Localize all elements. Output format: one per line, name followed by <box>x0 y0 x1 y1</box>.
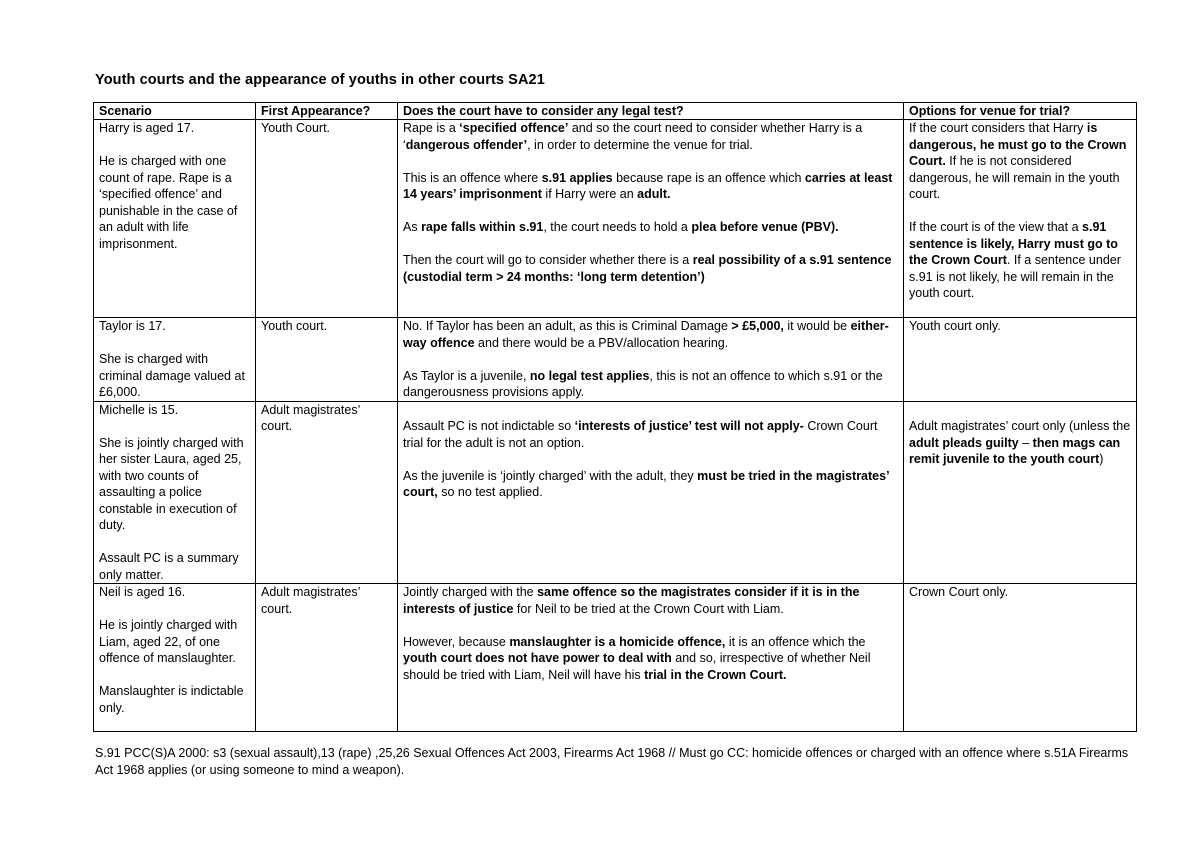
text-run: – <box>1018 435 1033 450</box>
header-first-appearance: First Appearance? <box>256 103 398 120</box>
bold-run: real possibility of a s.91 sentence (custodial term > 24 months: ‘long term detention’) <box>403 253 892 284</box>
scenario-cell <box>94 584 256 732</box>
header-venue: Options for venue for trial? <box>904 103 1137 120</box>
bold-run: > £5,000, <box>731 319 784 333</box>
bold-run: youth court does not have power to deal with <box>403 651 672 665</box>
text-run: ) <box>1099 452 1104 466</box>
text-run: However, because <box>403 634 510 649</box>
scenario-paragraph: Assault PC is a summary only matter. <box>99 551 239 582</box>
bold-run: rape falls within s.91 <box>421 220 544 234</box>
text-run: As Taylor is a juvenile, <box>403 368 530 383</box>
first-appearance-text: Adult magistrates’ court. <box>261 585 360 616</box>
bold-run: s.91 sentence is likely, Harry must go to the Crown Court <box>909 220 1118 267</box>
text-run: if Harry were an <box>541 187 638 201</box>
text-run: No. If Taylor has been an adult, as this is Criminal Damage <box>403 319 732 333</box>
cell-paragraph <box>909 418 1132 468</box>
bold-run: ‘specified offence’ <box>459 121 569 135</box>
cell-paragraph <box>403 219 899 236</box>
text-run: As the juvenile is ‘jointly charged’ with the adult, they <box>403 468 698 483</box>
text-run: If the court considers that Harry <box>909 121 1087 135</box>
text-run: , in order to determine the venue for trial. <box>527 137 753 152</box>
legal-test-cell <box>398 318 904 402</box>
text-run: and so, irrespective of whether Neil should be tried with Liam, Neil will have his <box>403 651 871 682</box>
scenario-paragraph: Harry is aged 17. <box>99 121 195 135</box>
scenario-paragraph: She is jointly charged with her sister Laura, aged 25, with two counts of assaulting a police constable in execution of duty. <box>99 435 244 532</box>
cell-paragraph <box>403 584 899 617</box>
bold-run: must be tried in the magistrates’ court, <box>403 468 889 499</box>
cell-paragraph <box>403 468 899 501</box>
cell-paragraph <box>909 120 1132 203</box>
first-appearance-cell <box>256 318 398 402</box>
cell-paragraph <box>403 418 899 451</box>
table-row <box>94 120 1137 318</box>
bold-run: carries at least 14 years’ imprisonment <box>403 170 893 201</box>
bold-run: either-way offence <box>403 319 889 350</box>
footnote: S.91 PCC(S)A 2000: s3 (sexual assault),13 (rape) ,25,26 Sexual Offences Act 2003, Firearms Act 1968 // Must go CC: homicide offences or charged with an offence where s.51A Firearms Act 1968 applies (or using someone to mind a weapon). <box>95 746 1129 777</box>
text-run: Rape is a <box>403 121 460 135</box>
bold-run: ‘interests of justice’ test will not apply- <box>574 419 804 433</box>
cell-paragraph <box>403 120 899 153</box>
table-header-row <box>94 103 1137 120</box>
header-scenario: Scenario <box>94 103 256 120</box>
scenario-cell <box>94 318 256 402</box>
text-run: and there would be a PBV/allocation hearing. <box>474 335 729 350</box>
legal-test-cell <box>398 120 904 318</box>
cell-paragraph <box>403 634 899 684</box>
cell-paragraph <box>909 219 1132 302</box>
text-run: Crown Court trial for the adult is not an option. <box>403 419 878 450</box>
first-appearance-text: Adult magistrates’ court. <box>261 402 360 433</box>
first-appearance-cell <box>256 584 398 732</box>
scenario-paragraph: Michelle is 15. <box>99 402 179 417</box>
scenario-paragraph: He is jointly charged with Liam, aged 22, of one offence of manslaughter. <box>99 618 238 665</box>
table-row <box>94 318 1137 402</box>
text-run: Jointly charged with the <box>403 585 538 599</box>
text-run: , the court needs to hold a <box>543 220 692 234</box>
venue-cell <box>904 401 1137 584</box>
text-run: If he is not considered dangerous, he will remain in the youth court. <box>909 154 1120 201</box>
text-run: so no test applied. <box>437 485 543 499</box>
table-row <box>94 584 1137 732</box>
first-appearance-cell <box>256 120 398 318</box>
bold-run: adult. <box>637 187 671 201</box>
first-appearance-text: Youth Court. <box>261 121 331 135</box>
scenario-paragraph: Taylor is 17. <box>99 319 166 333</box>
bold-run: manslaughter is a homicide offence, <box>509 634 726 649</box>
document-title: Youth courts and the appearance of youths in other courts SA21 <box>95 72 545 88</box>
text-run: Crown Court only. <box>909 585 1009 599</box>
text-run: Youth court only. <box>909 319 1001 333</box>
scenario-paragraph: She is charged with criminal damage valued at £6,000. <box>99 352 245 399</box>
bold-run: s.91 applies <box>541 170 613 185</box>
bold-run: dangerous offender’ <box>405 137 528 152</box>
cell-paragraph <box>909 584 1132 601</box>
bold-run: trial in the Crown Court. <box>644 667 787 682</box>
text-run: Assault PC is not indictable so <box>403 419 575 433</box>
cell-paragraph <box>403 170 899 203</box>
text-run: This is an offence where <box>403 170 542 185</box>
cell-paragraph <box>403 318 899 351</box>
text-run: As <box>403 220 422 234</box>
bold-run: then mags can remit juvenile to the youth court <box>909 435 1121 466</box>
text-run: it would be <box>783 319 851 333</box>
text-run: it is an offence which the <box>725 634 866 649</box>
first-appearance-cell <box>256 401 398 584</box>
venue-cell <box>904 584 1137 732</box>
bold-run: plea before venue (PBV). <box>691 220 839 234</box>
scenario-table <box>93 102 1137 732</box>
text-run: , this is not an offence to which s.91 or the dangerousness provisions apply. <box>403 368 883 399</box>
bold-run: no legal test applies <box>529 368 650 383</box>
text-run: and so the court need to consider whether Harry is a ‘ <box>403 121 863 152</box>
bold-run: is dangerous, he must go to the Crown Court. <box>909 121 1127 168</box>
text-run: for Neil to be tried at the Crown Court with Liam. <box>513 601 784 616</box>
cell-paragraph <box>403 252 899 285</box>
legal-test-cell <box>398 584 904 732</box>
bold-run: same offence so the magistrates consider if it is in the interests of justice <box>403 585 860 616</box>
cell-paragraph <box>909 318 1132 335</box>
text-run: because rape is an offence which <box>612 170 805 185</box>
text-run: . If a sentence under s.91 is not likely, he will remain in the youth court. <box>909 253 1121 300</box>
table-row <box>94 401 1137 584</box>
text-run: Adult magistrates’ court only (unless the <box>909 419 1131 433</box>
bold-run: adult pleads guilty <box>909 435 1019 450</box>
legal-test-cell <box>398 401 904 584</box>
text-run: If the court is of the view that a <box>909 220 1083 234</box>
text-run: Then the court will go to consider whether there is a <box>403 253 693 267</box>
venue-cell <box>904 120 1137 318</box>
venue-cell <box>904 318 1137 402</box>
scenario-cell <box>94 401 256 584</box>
scenario-cell <box>94 120 256 318</box>
scenario-paragraph: He is charged with one count of rape. Rape is a ‘specified offence’ and punishable in the case of an adult with life imprisonment. <box>99 154 238 251</box>
scenario-paragraph: Neil is aged 16. <box>99 585 186 599</box>
header-legal-test: Does the court have to consider any legal test? <box>398 103 904 120</box>
cell-paragraph <box>403 368 899 401</box>
first-appearance-text: Youth court. <box>261 319 328 333</box>
scenario-paragraph: Manslaughter is indictable only. <box>99 684 244 715</box>
